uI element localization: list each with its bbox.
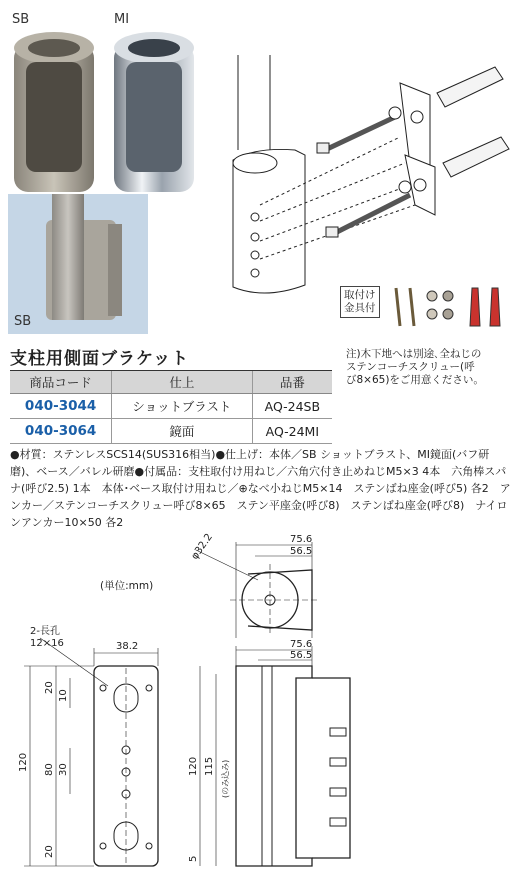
header-code: 商品コード: [10, 371, 112, 394]
photo-label-mi: MI: [114, 12, 130, 27]
row-finish: 鏡面: [112, 419, 252, 444]
dim-slot-line2: 12×16: [30, 638, 64, 649]
photo-label-sb: SB: [12, 12, 30, 27]
row-code: 040-3044: [10, 394, 112, 419]
table-row: [10, 419, 332, 444]
installed-image: [8, 194, 148, 334]
dim-front-20-top: 20: [44, 681, 55, 694]
dim-side-115: 115: [204, 756, 215, 776]
dim-front-80: 80: [44, 763, 55, 776]
mi-bracket-image: [108, 14, 200, 194]
dim-side-5: 5: [188, 855, 199, 862]
row-part: AQ-24MI: [252, 419, 332, 444]
dim-front-width: 38.2: [116, 641, 139, 652]
dim-front-30: 30: [58, 763, 69, 776]
dim-slot-label: [30, 624, 64, 649]
dim-top-total: 75.6: [290, 534, 313, 545]
dim-front-20-bot: 20: [44, 845, 55, 858]
photo-mi-bracket: [108, 14, 200, 194]
dim-front-10: 10: [58, 689, 69, 702]
dim-slot-line1: 2-長孔: [30, 626, 60, 637]
row-finish: ショットブラスト: [112, 394, 252, 419]
header-part: 品番: [252, 371, 332, 394]
kit-mark-text: 取付け 金具付: [344, 289, 376, 314]
dim-side-120: 120: [188, 756, 199, 776]
header-finish: 仕上: [112, 371, 252, 394]
exploded-diagram: [205, 55, 517, 300]
row-part: AQ-24SB: [252, 394, 332, 419]
dim-front-total: 120: [18, 752, 29, 772]
dim-side-total: 75.6: [290, 639, 313, 650]
photo-label-installed: SB: [14, 314, 32, 329]
dim-diameter: φ32.2: [189, 531, 216, 562]
kit-included-mark: [340, 286, 380, 318]
product-table: [10, 370, 332, 444]
wood-base-note: 注)木下地へは別途､全ねじの ステンコーチスクリュー(呼 び8×65)をご用意ください。: [346, 348, 484, 386]
row-code: 040-3064: [10, 419, 112, 444]
sb-bracket-image: [8, 14, 100, 194]
dimension-drawings: [0, 528, 522, 894]
hardware-icons: [388, 284, 512, 328]
table-header-row: [10, 371, 332, 394]
dim-side-insert: (のみ込み): [221, 759, 230, 798]
table-row: [10, 394, 332, 419]
dim-side-inner: 56.5: [290, 650, 313, 661]
product-title: 支柱用側面ブラケット: [10, 349, 190, 369]
photo-installed: [8, 194, 148, 334]
spec-text: ●材質：ステンレスSCS14(SUS316相当)●仕上げ：本体／SB ショットブラスト、MI鏡面(バフ研磨)、ベース／バレル研磨●付属品：支柱取付け用ねじ／六角穴付き止めねじM5×3 4本 六角棒スパナ(呼び2.5) 1本 本体･ベース取付け用ねじ／⊕なべ小ねじM5×14 ステンばね座金(呼び5) 各2 アンカー／ステンコーチスクリュー呼び8×65 ステン平座金(呼び8) ステンばね座金(呼び8) ナイロンアンカー10×50 各2: [10, 448, 511, 529]
photo-sb-bracket: [8, 14, 100, 194]
dim-top-inner: 56.5: [290, 546, 313, 557]
unit-label: (単位:mm): [100, 580, 154, 592]
